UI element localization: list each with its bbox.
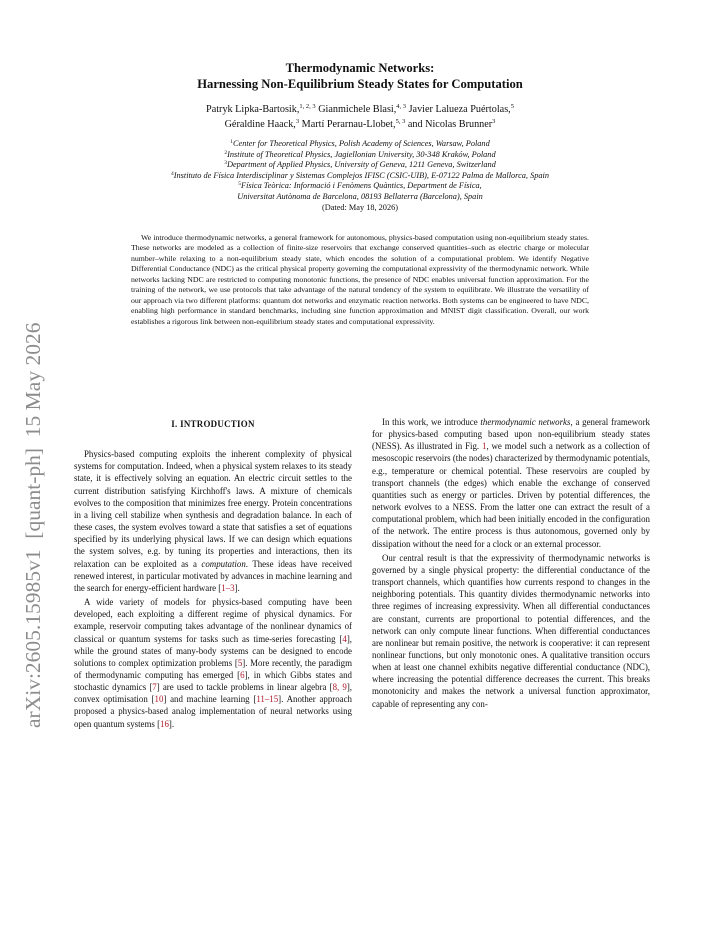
citation-link[interactable]: 5	[237, 657, 243, 668]
title-line-1: Thermodynamic Networks:	[285, 61, 435, 75]
paper-title	[120, 60, 600, 92]
abstract	[131, 233, 589, 327]
arxiv-stamp-text: arXiv:2605.15985v1 [quant-ph] 15 May 2026	[21, 322, 45, 728]
affiliation-3	[60, 160, 660, 171]
intro-paragraph-1	[74, 448, 352, 594]
right-column	[372, 416, 650, 710]
text-run: Physics-based computing exploits the inherent complexity of physical systems for computation. Indeed, when a physical system relaxes to its steady state, it is effectively solving an equation. An electric circuit settles to the current distribution satisfying Kirchhoff's laws. A mixture of chemicals evolves to the composition that minimizes free energy. Protein concentrations in a living cell stabilize when synthesis and degradation balance. In each of these cases, the system evolves toward a state that satisfies a set of equations specified by its underlying physical laws. If we can design which equations the system solves, e.g. by tuning its properties and interactions, then its relaxation can be exploited as a	[74, 449, 352, 569]
citation-link[interactable]: 16	[160, 718, 169, 729]
affiliation-5-continued: Universitat Autònoma de Barcelona, 08193 Bellaterra (Barcelona), Spain	[237, 191, 483, 201]
author-affil-mark: 5, 3	[395, 117, 406, 125]
abstract-text: We introduce thermodynamic networks, a general framework for autonomous, physics-based computation using non-equilibrium steady states. These networks are modeled as a collection of finite-size reservoirs that exchange conserved quantities–such as electric charge or molecular number–while relaxing to a non-equilibrium steady state, which encodes the solution of a computational problem. We identify Negative Differential Conductance (NDC) as the critical physical property governing the computational expressivity of the thermodynamic network. While networks lacking NDC are restricted to computing monotonic functions, the presence of NDC enables universal function approximation. For the training of the network, we use protocols that take advantage of the natural tendency of the system to equilibrate. We illustrate the versatility of our approach via two different platforms: quantum dot networks and enzymatic reaction networks. Both systems can be engineered to have NDC, enabling high performance in standard benchmarks, including sine function approximation and MNIST digit classification. Overall, our work establishes a rigorous link between non-equilibrium steady states and computational expressivity.	[131, 233, 589, 326]
author-affil-mark: 3	[492, 117, 496, 125]
citation-link[interactable]: 1–3	[221, 582, 235, 593]
affiliation-5	[60, 181, 660, 192]
text-run: , a general framework for physics-based computing based upon non-equilibrium steady states (NESS). As illustrated in Fig.	[372, 417, 650, 452]
affiliation-list	[60, 139, 660, 213]
author-affil-mark: 5	[510, 103, 514, 110]
citation-link[interactable]: 10	[154, 694, 164, 705]
affil-text: Física Teòrica: Informació i Fenòmens Quàntics, Department de Física,	[241, 181, 482, 191]
author-name: and Nicolas Brunner	[405, 118, 493, 130]
affil-text: Department of Applied Physics, University of Geneva, 1211 Geneva, Switzerland	[226, 160, 496, 170]
citation-link[interactable]: 8, 9	[332, 682, 347, 693]
affil-number: 1	[230, 139, 234, 145]
author-line-1	[120, 103, 600, 118]
citation-link[interactable]: 11–15	[256, 694, 279, 705]
citation-link[interactable]: 4	[342, 633, 347, 644]
text-run: ]. More recently, the paradigm of thermodynamic computing has emerged [	[74, 657, 352, 680]
affiliation-2	[60, 150, 660, 161]
text-run: ].	[234, 582, 240, 593]
text-run: ].	[168, 718, 175, 729]
text-run: ], convex optimisation [	[74, 682, 353, 705]
author-name: Gianmichele Blasi,	[315, 104, 397, 115]
text-run: A wide variety of models for physics-based computing have been developed, each exploiting a different regime of physical dynamics. For example, reservoir computing takes advantage of the nonlinear dynamics of classical or quantum systems for tasks such as time-series forecasting [	[74, 597, 352, 644]
text-run: ], in which Gibbs states and stochastic dynamics [	[74, 669, 352, 693]
author-affil-mark: 1, 2, 3	[299, 103, 316, 110]
text-run: , we model such a network as a collection of mesoscopic reservoirs (the nodes) characterized by thermodynamic potentials, e.g., temperature or chemical potential. These reservoirs are coupled by transport channels (the edges) which enable the exchange of conserved quantities such as energy or particles. Driven by potential differences, the network evolves to a NESS. From the latter one can extract the result of a computational problem, which had been initially encoded in the configuration of the network. The entire process is thus autonomous, governed only by dissipation without the need for a clock or an external processor.	[372, 441, 650, 549]
text-run: . These ideas have received renewed interest, in particular motivated by advances in machine learning and the search for energy-efficient hardware [	[74, 558, 352, 593]
author-affil-mark: 3	[295, 117, 300, 125]
affil-number: 2	[224, 149, 228, 156]
text-run: ] and machine learning [	[163, 694, 257, 705]
citation-link[interactable]: 6	[240, 669, 245, 680]
affiliation-1	[60, 139, 660, 150]
author-name: Martí Perarnau-Llobet,	[299, 118, 396, 130]
affil-text: Institute of Theoretical Physics, Jagiellonian University, 30-348 Kraków, Poland	[227, 149, 496, 159]
author-line-2	[120, 118, 600, 133]
text-run: ] are used to tackle problems in linear algebra [	[156, 682, 333, 693]
affil-text: Instituto de Física Interdisciplinar y Sistemas Complejos IFISC (CSIC-UIB), E-07122 Palma de Mallorca, Spain	[173, 170, 549, 180]
arxiv-identifier-stamp[interactable]	[6, 300, 56, 730]
intro-paragraph-3	[372, 416, 650, 550]
text-run: ], while the ground states of many-body systems can be designed to encode solutions to complex optimization problems [	[74, 633, 352, 668]
text-run: In this work, we introduce	[382, 417, 481, 427]
section-heading-introduction: I. INTRODUCTION	[171, 419, 255, 429]
left-column	[74, 418, 352, 730]
affil-text: Center for Theoretical Physics, Polish Academy of Sciences, Warsaw, Poland	[233, 139, 490, 148]
citation-link[interactable]: 7	[152, 682, 157, 693]
affiliation-4	[60, 171, 660, 182]
intro-paragraph-4: Our central result is that the expressivity of thermodynamic networks is governed by a single physical property: the differential conductance of the transport channels, which quantifies how currents respond to changes in the neighboring potentials. This quantity divides thermodynamic networks into three regimes of increasing expressivity. When all differential conductances are constant, currents are proportional to potential differences, and the network can only compute linear functions. When differential conductances are nonlinear but remain positive, the network is cooperative: it can represent nonlinear functions, but only monotonic ones. A qualitative transition occurs when at least one channel exhibits negative differential conductance (NDC), where increasing the potential difference decreases the current. This breaks monotonicity and makes the network a universal function approximator, capable of representing any con-	[372, 552, 650, 709]
author-name: Géraldine Haack,	[224, 118, 296, 130]
author-name: Patryk Lipka-Bartosik,	[206, 104, 300, 115]
emphasis-text: thermodynamic networks	[480, 417, 571, 427]
affil-number: 5	[238, 181, 241, 188]
figure-link[interactable]: 1	[482, 441, 487, 452]
date-line: (Dated: May 18, 2026)	[321, 202, 399, 212]
intro-paragraph-2	[74, 596, 352, 730]
title-line-2: Harnessing Non-Equilibrium Steady States for Computation	[197, 77, 523, 91]
affil-number: 3	[224, 160, 227, 167]
author-name: Javier Lalueza Puértolas,	[406, 104, 511, 115]
author-affil-mark: 4, 3	[396, 103, 407, 110]
affil-number: 4	[171, 170, 174, 177]
text-run: ]. Another approach proposed a physics-based analog implementation of neural networks using open quantum systems [	[74, 694, 352, 729]
emphasis-text: computation	[201, 558, 246, 569]
author-list	[120, 103, 600, 132]
